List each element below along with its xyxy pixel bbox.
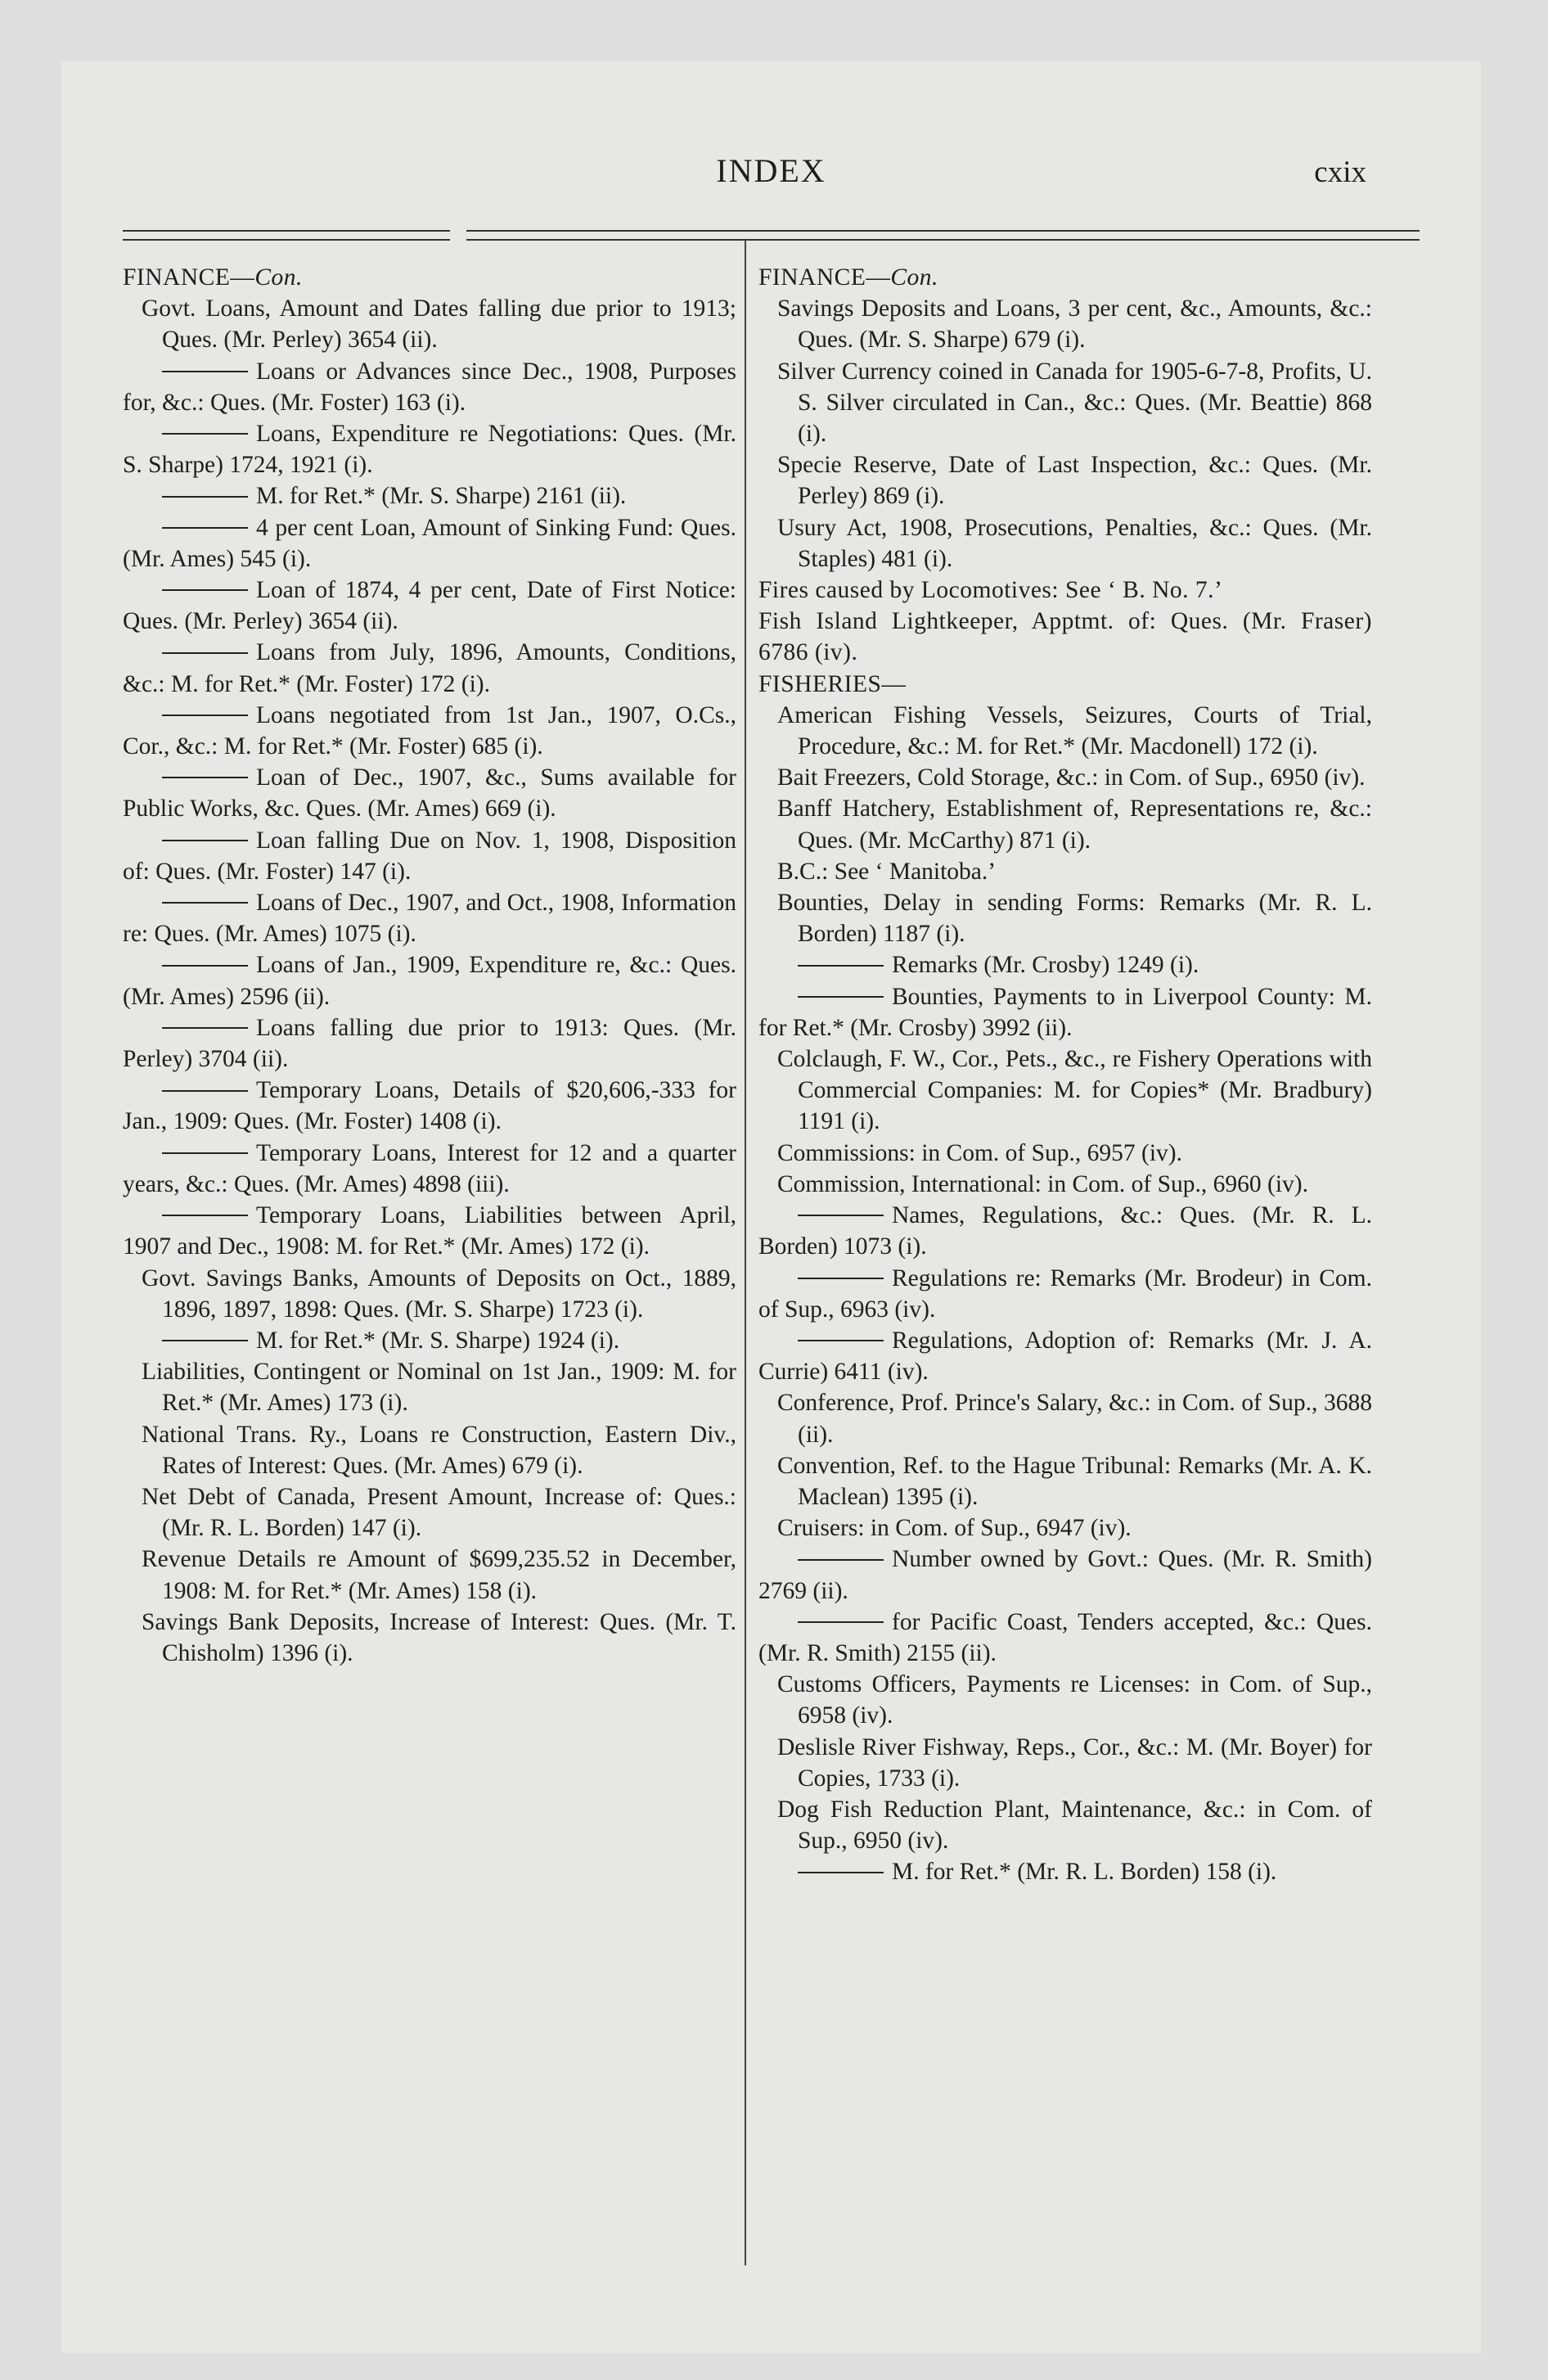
- ditto-dash: [798, 996, 884, 998]
- index-subentry: [123, 418, 736, 480]
- entry-text: Loans from July, 1896, Amounts, Conditions, &c.: M. for Ret.* (Mr. Foster) 172 (i).: [123, 639, 736, 697]
- index-entry: [758, 1169, 1372, 1200]
- entry-text: Number owned by Govt.: Ques. (Mr. R. Smith) 2769 (ii).: [758, 1546, 1372, 1604]
- index-entry: [758, 1794, 1372, 1856]
- entry-text: Bounties, Delay in sending Forms: Remarks (Mr. R. L. Borden) 1187 (i).: [777, 890, 1372, 948]
- index-entry: [123, 1607, 736, 1669]
- index-entry: [123, 293, 736, 355]
- column-divider: [745, 240, 746, 2265]
- index-subentry: [123, 480, 736, 512]
- entry-text: Govt. Savings Banks, Amounts of Deposits on Oct., 1889, 1896, 1897, 1898: Ques. (Mr. S. Sharpe) 1723 (i).: [142, 1264, 736, 1323]
- entry-text: Loan falling Due on Nov. 1, 1908, Disposition of: Ques. (Mr. Foster) 147 (i).: [123, 827, 736, 885]
- ditto-dash: [162, 1340, 248, 1341]
- left-entry-list: [123, 293, 736, 1669]
- header-rule-right: [466, 230, 1420, 241]
- index-subentry: [758, 981, 1372, 1044]
- ditto-dash: [162, 371, 248, 372]
- section-heading: [758, 262, 1372, 293]
- index-subentry: [758, 1325, 1372, 1387]
- entry-text: Commissions: in Com. of Sup., 6957 (iv).: [777, 1139, 1182, 1166]
- index-page: [61, 61, 1481, 2353]
- entry-text: Loans falling due prior to 1913: Ques. (Mr. Perley) 3704 (ii).: [123, 1014, 736, 1073]
- ditto-dash: [162, 589, 248, 591]
- entry-text: Loans or Advances since Dec., 1908, Purposes for, &c.: Ques. (Mr. Foster) 163 (i).: [123, 358, 736, 416]
- entry-text: M. for Ret.* (Mr. S. Sharpe) 2161 (ii).: [256, 483, 627, 510]
- index-subentry: [123, 356, 736, 418]
- index-subentry: [123, 949, 736, 1012]
- index-subentry: [123, 887, 736, 949]
- entry-text: Remarks (Mr. Crosby) 1249 (i).: [892, 952, 1199, 979]
- page-number: cxix: [1314, 156, 1366, 189]
- index-subentry: [123, 1200, 736, 1262]
- index-entry: [758, 1512, 1372, 1544]
- entry-text: Conference, Prof. Prince's Salary, &c.: in Com. of Sup., 3688 (ii).: [777, 1390, 1372, 1448]
- entry-text: B.C.: See ‘ Manitoba.’: [777, 858, 997, 885]
- entry-text: Regulations re: Remarks (Mr. Brodeur) in Com. of Sup., 6963 (iv).: [758, 1264, 1372, 1323]
- index-subentry: [758, 1200, 1372, 1262]
- index-entry: [758, 1138, 1372, 1169]
- ditto-dash: [162, 777, 248, 778]
- entry-text: Regulations, Adoption of: Remarks (Mr. J. A. Currie) 6411 (iv).: [758, 1327, 1372, 1386]
- ditto-dash: [162, 527, 248, 529]
- page-title: INDEX: [716, 152, 826, 189]
- entry-text: Deslisle River Fishway, Reps., Cor., &c.: M. (Mr. Boyer) for Copies, 1733 (i).: [777, 1733, 1372, 1792]
- index-entry: [758, 887, 1372, 949]
- ditto-dash: [162, 496, 248, 498]
- index-subentry: [123, 825, 736, 887]
- section-heading-text: FINANCE—: [123, 264, 255, 291]
- section-heading: [123, 262, 736, 293]
- page-header: [61, 151, 1481, 201]
- ditto-dash: [798, 1278, 884, 1279]
- entry-text: Specie Reserve, Date of Last Inspection, &c.: Ques. (Mr. Perley) 869 (i).: [777, 452, 1372, 510]
- entry-text: Names, Regulations, &c.: Ques. (Mr. R. L. Borden) 1073 (i).: [758, 1202, 1372, 1260]
- index-entry: [758, 293, 1372, 355]
- index-subentry: [758, 1544, 1372, 1606]
- entry-text: Temporary Loans, Details of $20,606,-333 for Jan., 1909: Ques. (Mr. Foster) 1408 (i).: [123, 1077, 736, 1135]
- ditto-dash: [798, 1340, 884, 1341]
- index-entry: [758, 793, 1372, 855]
- index-entry: [123, 1263, 736, 1325]
- entry-text: 4 per cent Loan, Amount of Sinking Fund: Ques. (Mr. Ames) 545 (i).: [123, 514, 736, 572]
- left-column: [123, 262, 736, 1669]
- index-entry: [758, 449, 1372, 512]
- ditto-dash: [798, 1215, 884, 1216]
- index-entry: [758, 700, 1372, 762]
- entry-text: Bounties, Payments to in Liverpool County: M. for Ret.* (Mr. Crosby) 3992 (ii).: [758, 983, 1372, 1041]
- ditto-dash: [162, 840, 248, 841]
- entry-text: Govt. Loans, Amount and Dates falling due prior to 1913; Ques. (Mr. Perley) 3654 (ii).: [142, 295, 736, 354]
- index-subentry: [123, 575, 736, 637]
- entry-text: Dog Fish Reduction Plant, Maintenance, &c.: in Com. of Sup., 6950 (iv).: [777, 1796, 1372, 1855]
- ditto-dash: [798, 965, 884, 967]
- index-subentry: [758, 1607, 1372, 1669]
- index-heading-entry: [758, 606, 1372, 668]
- ditto-dash: [162, 902, 248, 904]
- ditto-dash: [162, 1152, 248, 1154]
- entry-text: Loans of Dec., 1907, and Oct., 1908, Information re: Ques. (Mr. Ames) 1075 (i).: [123, 890, 736, 948]
- ditto-dash: [162, 714, 248, 716]
- entry-text: Convention, Ref. to the Hague Tribunal: Remarks (Mr. A. K. Maclean) 1395 (i).: [777, 1452, 1372, 1510]
- entry-text: Revenue Details re Amount of $699,235.52 in December, 1908: M. for Ret.* (Mr. Ames) 158 (i).: [142, 1546, 736, 1604]
- entry-text: M. for Ret.* (Mr. R. L. Borden) 158 (i).: [892, 1859, 1277, 1886]
- entry-text: Savings Bank Deposits, Increase of Interest: Ques. (Mr. T. Chisholm) 1396 (i).: [142, 1608, 736, 1666]
- index-subentry: [758, 949, 1372, 980]
- index-entry: [758, 356, 1372, 450]
- entry-text: Loans negotiated from 1st Jan., 1907, O.Cs., Cor., &c.: M. for Ret.* (Mr. Foster) 685 (i).: [123, 701, 736, 760]
- ditto-dash: [798, 1559, 884, 1561]
- index-entry: [758, 1044, 1372, 1138]
- right-entry-list: [758, 293, 1372, 1887]
- index-entry: [758, 1732, 1372, 1794]
- index-heading-entry: [758, 575, 1372, 606]
- entry-text: Savings Deposits and Loans, 3 per cent, &c., Amounts, &c.: Ques. (Mr. S. Sharpe) 679 (i).: [777, 295, 1372, 354]
- entry-text: Loans, Expenditure re Negotiations: Ques. (Mr. S. Sharpe) 1724, 1921 (i).: [123, 421, 736, 479]
- entry-text: Loan of 1874, 4 per cent, Date of First Notice: Ques. (Mr. Perley) 3654 (ii).: [123, 577, 736, 635]
- index-subentry: [123, 512, 736, 575]
- right-column: [758, 262, 1372, 1888]
- entry-text: American Fishing Vessels, Seizures, Courts of Trial, Procedure, &c.: M. for Ret.* (Mr. Macdonell) 172 (i).: [777, 701, 1372, 760]
- index-subentry: [123, 700, 736, 762]
- index-subentry: [123, 762, 736, 824]
- index-subentry: [123, 637, 736, 699]
- index-subentry: [123, 1075, 736, 1137]
- index-subentry: [123, 1325, 736, 1356]
- index-entry: [123, 1544, 736, 1606]
- index-subentry: [758, 1856, 1372, 1887]
- entry-text: Loan of Dec., 1907, &c., Sums available for Public Works, &c. Ques. (Mr. Ames) 669 (i).: [123, 764, 736, 823]
- header-rule-left: [123, 230, 450, 241]
- entry-text: Commission, International: in Com. of Sup., 6960 (iv).: [777, 1170, 1308, 1197]
- index-entry: [758, 512, 1372, 575]
- entry-text: FISHERIES—: [758, 670, 907, 697]
- ditto-dash: [798, 1621, 884, 1623]
- entry-text: Customs Officers, Payments re Licenses: in Com. of Sup., 6958 (iv).: [777, 1671, 1372, 1729]
- entry-text: for Pacific Coast, Tenders accepted, &c.: Ques. (Mr. R. Smith) 2155 (ii).: [758, 1608, 1372, 1666]
- index-subentry: [123, 1138, 736, 1200]
- entry-text: Bait Freezers, Cold Storage, &c.: in Com. of Sup., 6950 (iv).: [777, 764, 1366, 791]
- entry-text: Usury Act, 1908, Prosecutions, Penalties, &c.: Ques. (Mr. Staples) 481 (i).: [777, 514, 1372, 572]
- ditto-dash: [162, 965, 248, 967]
- ditto-dash: [162, 1090, 248, 1092]
- entry-text: Banff Hatchery, Establishment of, Representations re, &c.: Ques. (Mr. McCarthy) 871 (i).: [777, 796, 1372, 854]
- index-entry: [758, 856, 1372, 887]
- section-heading-text: FINANCE—: [758, 264, 891, 291]
- index-entry: [123, 1419, 736, 1481]
- section-heading-continued: Con.: [890, 264, 938, 291]
- index-entry: [123, 1481, 736, 1544]
- index-entry: [758, 1450, 1372, 1512]
- entry-text: Fish Island Lightkeeper, Apptmt. of: Ques. (Mr. Fraser) 6786 (iv).: [758, 608, 1372, 666]
- ditto-dash: [798, 1872, 884, 1873]
- index-entry: [758, 1387, 1372, 1449]
- index-entry: [758, 762, 1372, 793]
- entry-text: Liabilities, Contingent or Nominal on 1st Jan., 1909: M. for Ret.* (Mr. Ames) 173 (i).: [142, 1359, 736, 1417]
- entry-text: M. for Ret.* (Mr. S. Sharpe) 1924 (i).: [256, 1327, 620, 1354]
- index-subentry: [123, 1012, 736, 1075]
- entry-text: National Trans. Ry., Loans re Construction, Eastern Div., Rates of Interest: Ques. (Mr. Ames) 679 (i).: [142, 1421, 736, 1479]
- ditto-dash: [162, 1215, 248, 1216]
- entry-text: Cruisers: in Com. of Sup., 6947 (iv).: [777, 1515, 1132, 1542]
- entry-text: Fires caused by Locomotives: See ‘ B. No. 7.’: [758, 577, 1223, 604]
- entry-text: Colclaugh, F. W., Cor., Pets., &c., re Fishery Operations with Commercial Companies: M. for Copies* (Mr. Bradbury) 1191 (i).: [777, 1046, 1372, 1135]
- entry-text: Net Debt of Canada, Present Amount, Increase of: Ques.: (Mr. R. L. Borden) 147 (i).: [142, 1483, 736, 1542]
- entry-text: Loans of Jan., 1909, Expenditure re, &c.: Ques. (Mr. Ames) 2596 (ii).: [123, 952, 736, 1010]
- entry-text: Temporary Loans, Interest for 12 and a quarter years, &c.: Ques. (Mr. Ames) 4898 (iii).: [123, 1139, 736, 1197]
- index-entry: [123, 1356, 736, 1418]
- index-subentry: [758, 1263, 1372, 1325]
- section-heading-continued: Con.: [254, 264, 303, 291]
- entry-text: Silver Currency coined in Canada for 1905-6-7-8, Profits, U. S. Silver circulated in Can., &c.: Ques. (Mr. Beattie) 868 (i).: [777, 358, 1372, 448]
- entry-text: Temporary Loans, Liabilities between April, 1907 and Dec., 1908: M. for Ret.* (Mr. Ames) 172 (i).: [123, 1202, 736, 1260]
- ditto-dash: [162, 652, 248, 654]
- index-entry: [758, 1669, 1372, 1731]
- ditto-dash: [162, 433, 248, 435]
- ditto-dash: [162, 1027, 248, 1029]
- index-heading-entry: [758, 669, 1372, 700]
